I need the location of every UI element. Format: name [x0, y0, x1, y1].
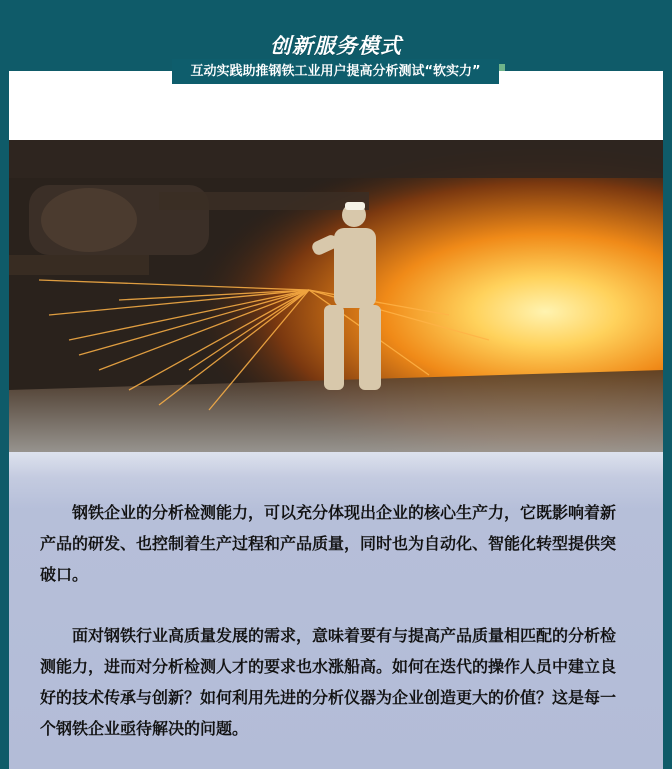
steelworker-photo: [9, 140, 663, 452]
body-paragraph-1: 钢铁企业的分析检测能力，可以充分体现出企业的核心生产力，它既影响着新产品的研发、也控制着生产过程和产品质量，同时也为自动化、智能化转型提供突破口。: [40, 503, 617, 584]
body-paragraph-2: 面对钢铁行业高质量发展的需求，意味着要有与提高产品质量相匹配的分析检测能力，进而对分析检测人才的要求也水涨船高。如何在迭代的操作人员中建立良好的技术传承与创新？如何利用先进的分析仪器为企业创造更大的价值？这是每一个钢铁企业亟待解决的问题。: [40, 626, 617, 738]
page-title: 创新服务模式: [270, 34, 402, 58]
subtitle-banner: 互动实践助推钢铁工业用户提高分析测试“软实力”: [172, 59, 499, 84]
